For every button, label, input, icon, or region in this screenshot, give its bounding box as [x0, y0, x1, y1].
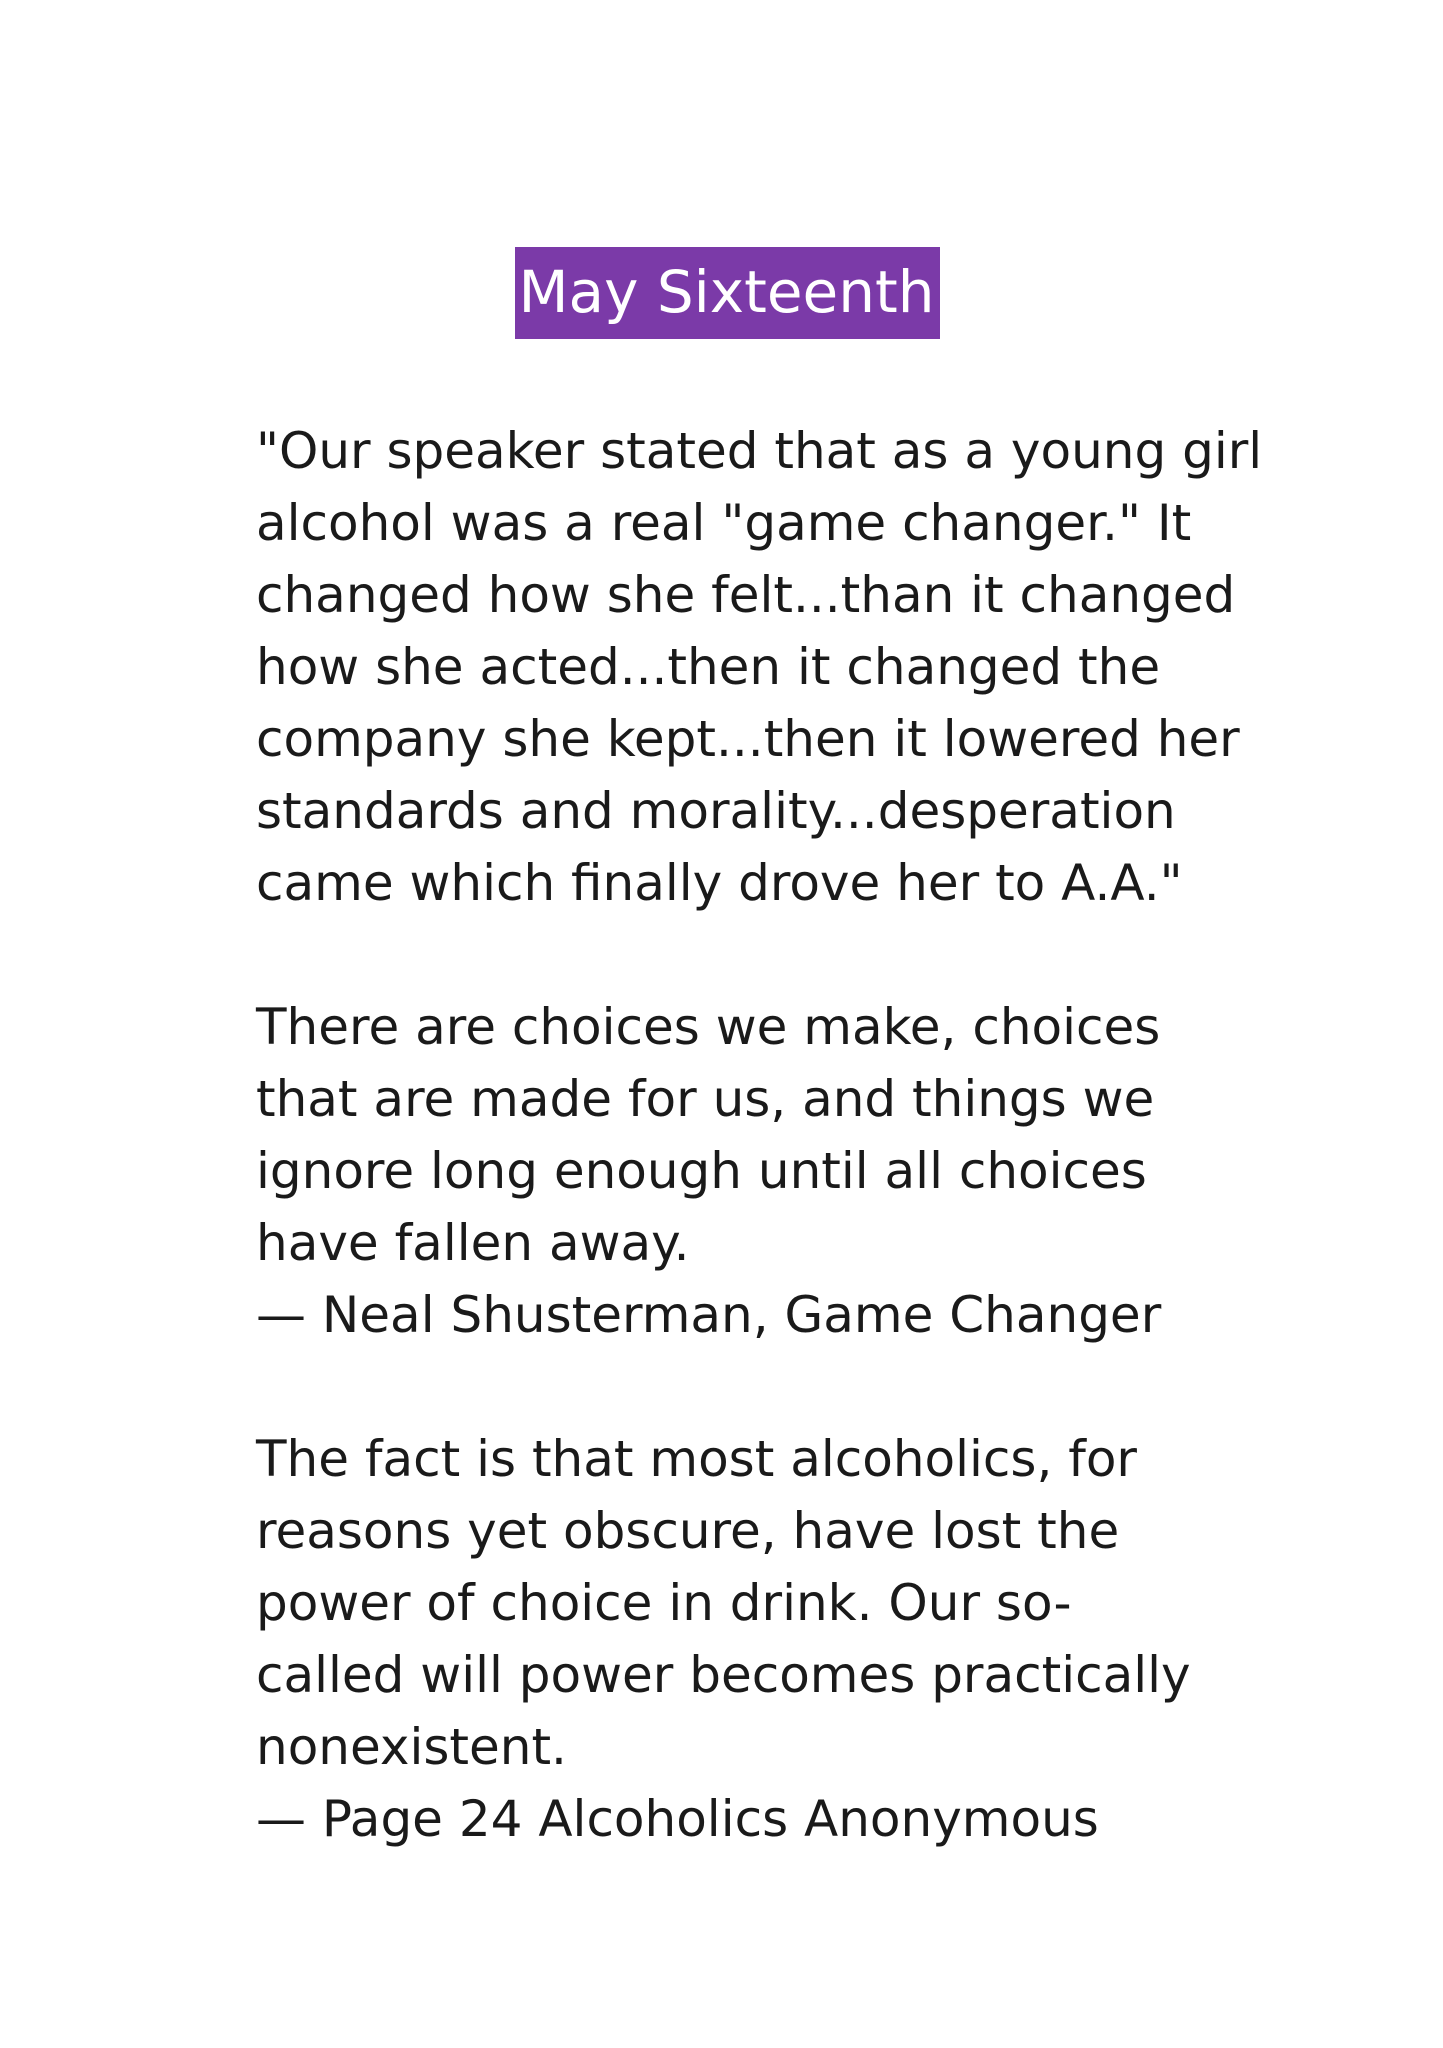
quote-attribution: — Page 24 Alcoholics Anonymous [256, 1790, 1099, 1848]
title-container [0, 247, 1443, 339]
quote-line: alcohol was a real "game changer." It [256, 494, 1192, 552]
paragraph-gap [256, 919, 1256, 991]
speaker-quote [256, 415, 1263, 919]
quote-line: ignore long enough until all choices [256, 1142, 1147, 1200]
paragraph-gap [256, 1351, 1256, 1423]
quote-line: have fallen away. [256, 1214, 690, 1272]
quote-line: "Our speaker stated that as a young girl [256, 422, 1263, 480]
quote-line: came which finally drove her to A.A." [256, 854, 1183, 912]
page-title: May Sixteenth [515, 247, 941, 339]
quote-line: reasons yet obscure, have lost the [256, 1502, 1120, 1560]
quote-line: nonexistent. [256, 1718, 567, 1776]
quote-line: The fact is that most alcoholics, for [256, 1430, 1137, 1488]
quote-line: how she acted...then it changed the [256, 638, 1161, 696]
shusterman-quote [256, 991, 1256, 1351]
reading-body [256, 415, 1263, 1855]
quote-line: There are choices we make, choices [256, 998, 1161, 1056]
quote-line: company she kept...then it lowered her [256, 710, 1240, 768]
quote-line: changed how she felt...than it changed [256, 566, 1236, 624]
quote-line: called will power becomes practically [256, 1646, 1191, 1704]
quote-line: that are made for us, and things we [256, 1070, 1155, 1128]
quote-line: power of choice in drink. Our so- [256, 1574, 1072, 1632]
big-book-quote [256, 1423, 1256, 1855]
quote-line: standards and morality...desperation [256, 782, 1176, 840]
quote-attribution: — Neal Shusterman, Game Changer [256, 1286, 1162, 1344]
